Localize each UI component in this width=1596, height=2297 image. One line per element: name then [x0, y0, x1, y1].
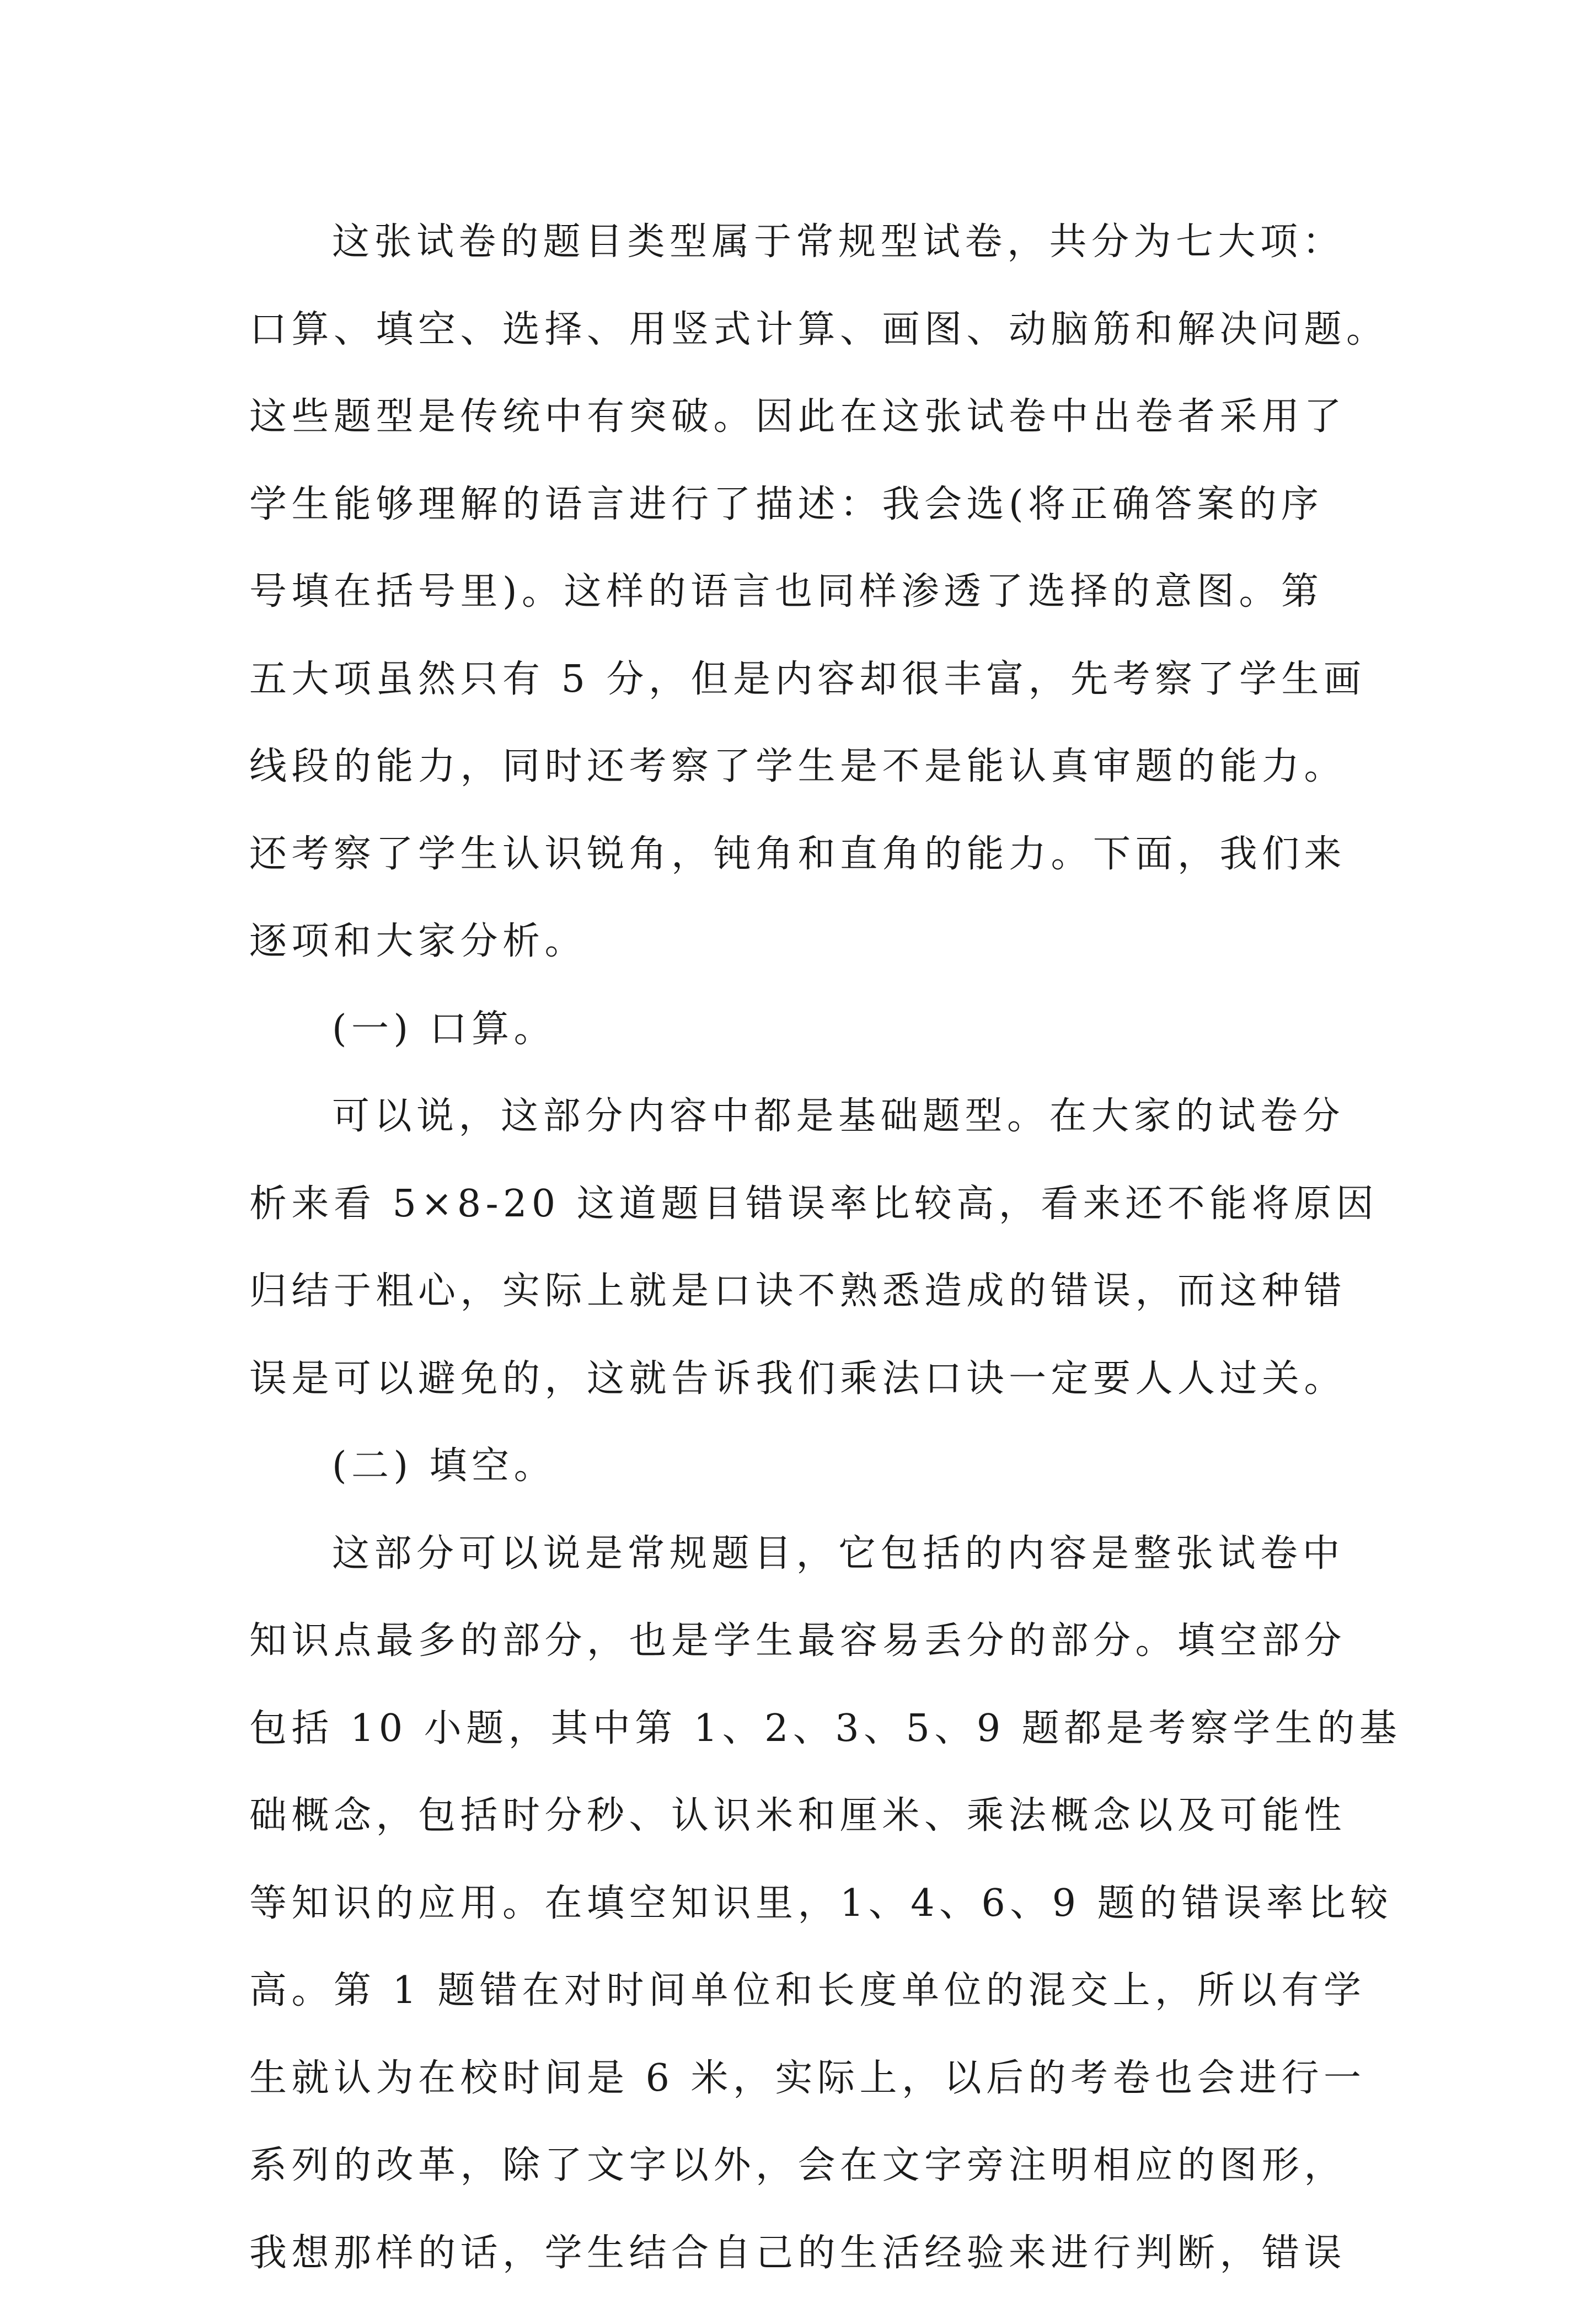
text-line: 五大项虽然只有 5 分，但是内容却很丰富，先考察了学生画: [249, 636, 1358, 724]
text-line: 这张试卷的题目类型属于常规型试卷，共分为七大项：: [249, 199, 1358, 286]
text-line: 生就认为在校时间是 6 米，实际上，以后的考卷也会进行一: [249, 2035, 1358, 2123]
text-line: 系列的改革，除了文字以外，会在文字旁注明相应的图形，: [249, 2122, 1358, 2210]
text-line: 包括 10 小题，其中第 1、2、3、5、9 题都是考察学生的基: [249, 1685, 1358, 1773]
section-heading: (二) 填空。: [249, 1423, 1358, 1510]
text-line: 等知识的应用。在填空知识里，1、4、6、9 题的错误率比较: [249, 1860, 1358, 1948]
text-line: 高。第 1 题错在对时间单位和长度单位的混交上，所以有学: [249, 1947, 1358, 2035]
text-line: 归结于粗心，实际上就是口诀不熟悉造成的错误，而这种错: [249, 1248, 1358, 1336]
text-line: 口算、填空、选择、用竖式计算、画图、动脑筋和解决问题。: [249, 286, 1358, 374]
text-line: 学生能够理解的语言进行了描述：我会选(将正确答案的序: [249, 461, 1358, 549]
text-line: 线段的能力，同时还考察了学生是不是能认真审题的能力。: [249, 723, 1358, 811]
document-body: [249, 199, 1358, 2297]
text-line: 逐项和大家分析。: [249, 898, 1358, 986]
text-line: 这些题型是传统中有突破。因此在这张试卷中出卷者采用了: [249, 373, 1358, 461]
text-line: 这部分可以说是常规题目，它包括的内容是整张试卷中: [249, 1510, 1358, 1598]
text-line: 可以说，这部分内容中都是基础题型。在大家的试卷分: [249, 1073, 1358, 1161]
section-heading: (一) 口算。: [249, 986, 1358, 1073]
text-line: 我想那样的话，学生结合自己的生活经验来进行判断，错误: [249, 2210, 1358, 2297]
text-line: 析来看 5×8-20 这道题目错误率比较高，看来还不能将原因: [249, 1161, 1358, 1248]
text-line: 础概念，包括时分秒、认识米和厘米、乘法概念以及可能性: [249, 1772, 1358, 1860]
text-line: 还考察了学生认识锐角，钝角和直角的能力。下面，我们来: [249, 811, 1358, 899]
text-line: 误是可以避免的，这就告诉我们乘法口诀一定要人人过关。: [249, 1336, 1358, 1423]
text-line: 号填在括号里)。这样的语言也同样渗透了选择的意图。第: [249, 548, 1358, 636]
text-line: 知识点最多的部分，也是学生最容易丢分的部分。填空部分: [249, 1598, 1358, 1685]
